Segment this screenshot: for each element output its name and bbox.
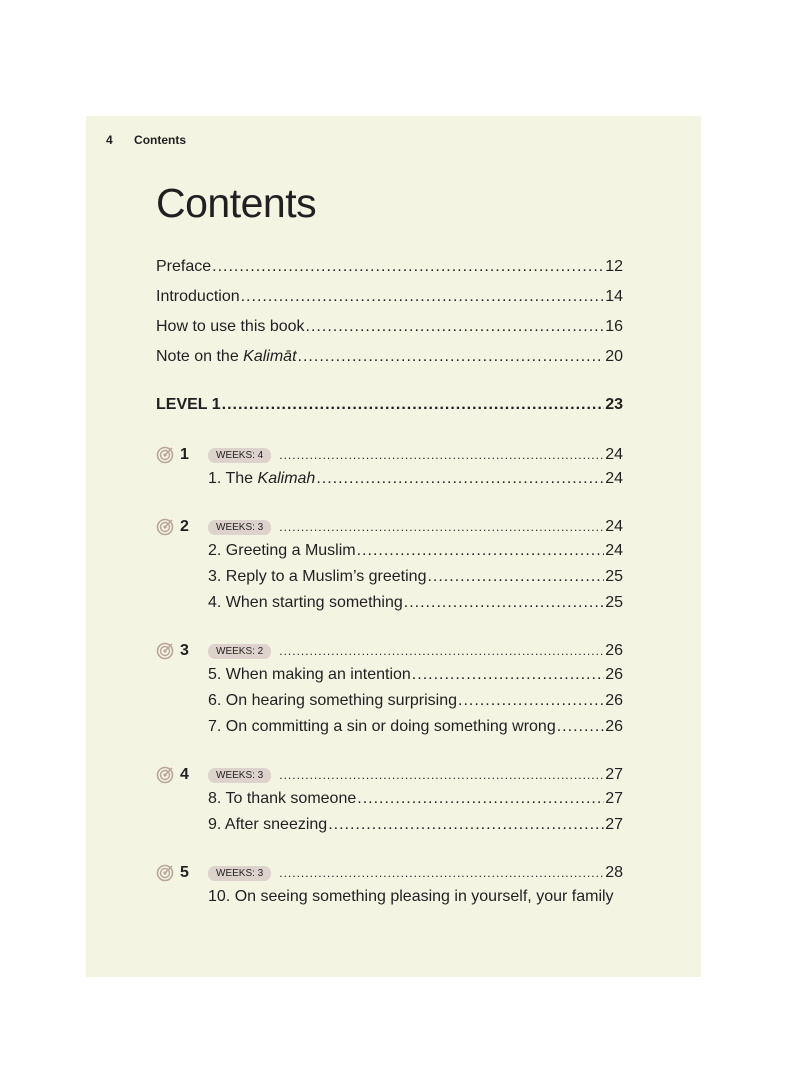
entry-page: 26 — [605, 718, 623, 735]
lesson-entry[interactable] — [156, 540, 623, 566]
target-icon — [156, 446, 174, 464]
group-spacer — [156, 494, 623, 514]
entry-label-italic: Kalimāt — [243, 348, 297, 365]
group-spacer — [156, 618, 623, 638]
weeks-badge: WEEKS: 2 — [208, 644, 271, 659]
running-head — [106, 133, 186, 147]
entry-label-italic: Kalimah — [257, 470, 316, 487]
leader-dots — [306, 316, 605, 338]
week-group — [156, 514, 623, 618]
toc-entry[interactable] — [156, 346, 623, 376]
target-icon — [156, 864, 174, 882]
toc-entry[interactable] — [156, 256, 623, 286]
week-row[interactable] — [156, 442, 623, 468]
lesson-entry[interactable] — [156, 788, 623, 814]
page — [86, 116, 701, 977]
page-title: Contents — [156, 180, 317, 226]
entry-label: 8. To thank someone — [208, 790, 357, 807]
toc-entry[interactable] — [156, 316, 623, 346]
entry-label: Note on the Kalimāt — [156, 348, 297, 365]
week-number: 2 — [180, 518, 189, 535]
entry-label: 4. When starting something — [208, 594, 403, 611]
leader-dots — [357, 540, 605, 562]
running-head-page-number: 4 — [106, 133, 113, 147]
entry-label: How to use this book — [156, 318, 305, 335]
leader-dots — [241, 286, 605, 308]
week-page: 24 — [605, 446, 623, 463]
week-page: 26 — [605, 642, 623, 659]
entry-page: 12 — [605, 258, 623, 275]
week-row[interactable] — [156, 860, 623, 886]
entry-page: 24 — [605, 470, 623, 487]
weeks-badge: WEEKS: 3 — [208, 866, 271, 881]
leader-dots — [316, 468, 604, 490]
week-row[interactable] — [156, 638, 623, 664]
front-matter-list — [156, 256, 623, 376]
lesson-entry[interactable] — [156, 814, 623, 840]
group-spacer — [156, 742, 623, 762]
table-of-contents — [156, 256, 623, 912]
lesson-entry[interactable] — [156, 592, 623, 618]
level-entry[interactable] — [156, 394, 623, 442]
leader-dots — [357, 788, 604, 810]
entry-label: 7. On committing a sin or doing something wrong — [208, 718, 556, 735]
week-group — [156, 860, 623, 912]
entry-label: Preface — [156, 258, 212, 275]
leader-dots — [412, 664, 604, 686]
week-number: 3 — [180, 642, 189, 659]
weeks-badge: WEEKS: 4 — [208, 448, 271, 463]
week-number: 4 — [180, 766, 189, 783]
entry-page: 27 — [605, 790, 623, 807]
entry-label: 3. Reply to a Muslim’s greeting — [208, 568, 427, 585]
leader-dots — [404, 592, 604, 614]
entry-label: 5. When making an intention — [208, 666, 411, 683]
week-row[interactable] — [156, 762, 623, 788]
week-group — [156, 442, 623, 494]
entry-page: 24 — [605, 542, 623, 559]
entry-page: 20 — [605, 348, 623, 365]
week-group — [156, 638, 623, 742]
lesson-entry[interactable] — [156, 566, 623, 592]
entry-page: 25 — [605, 568, 623, 585]
lesson-entry[interactable] — [156, 468, 623, 494]
leader-dots — [557, 716, 604, 738]
target-icon — [156, 518, 174, 536]
week-page: 28 — [605, 864, 623, 881]
lesson-entry[interactable] — [156, 664, 623, 690]
lesson-entry[interactable] — [156, 886, 623, 912]
entry-label: 10. On seeing something pleasing in yourself, your family — [208, 888, 614, 905]
leader-dots — [212, 256, 604, 278]
weeks-badge: WEEKS: 3 — [208, 768, 271, 783]
toc-entry[interactable] — [156, 286, 623, 316]
leader-dots — [222, 394, 605, 416]
target-icon — [156, 642, 174, 660]
level-label: LEVEL 1 — [156, 396, 221, 413]
entry-page: 14 — [605, 288, 623, 305]
leader-dots — [279, 866, 605, 880]
running-head-section: Contents — [134, 133, 187, 147]
entry-page: 27 — [605, 816, 623, 833]
leader-dots — [427, 566, 604, 588]
entry-page: 26 — [605, 692, 623, 709]
week-page: 24 — [605, 518, 623, 535]
weeks-badge: WEEKS: 3 — [208, 520, 271, 535]
leader-dots — [458, 690, 604, 712]
entry-label: 6. On hearing something surprising — [208, 692, 458, 709]
leader-dots — [279, 644, 605, 658]
leader-dots — [279, 768, 605, 782]
lesson-entry[interactable] — [156, 690, 623, 716]
week-group — [156, 762, 623, 840]
entry-label: 2. Greeting a Muslim — [208, 542, 356, 559]
leader-dots — [279, 520, 605, 534]
entry-page: 26 — [605, 666, 623, 683]
entry-label: Introduction — [156, 288, 240, 305]
entry-page: 25 — [605, 594, 623, 611]
entry-label: 9. After sneezing — [208, 816, 328, 833]
leader-dots — [279, 448, 605, 462]
weeks-list — [156, 442, 623, 912]
week-page: 27 — [605, 766, 623, 783]
target-icon — [156, 766, 174, 784]
leader-dots — [298, 346, 605, 368]
lesson-entry[interactable] — [156, 716, 623, 742]
group-spacer — [156, 840, 623, 860]
week-number: 5 — [180, 864, 189, 881]
entry-label: 1. The Kalimah — [208, 470, 316, 487]
week-row[interactable] — [156, 514, 623, 540]
level-page: 23 — [605, 396, 623, 413]
leader-dots — [328, 814, 604, 836]
week-number: 1 — [180, 446, 189, 463]
entry-page: 16 — [605, 318, 623, 335]
